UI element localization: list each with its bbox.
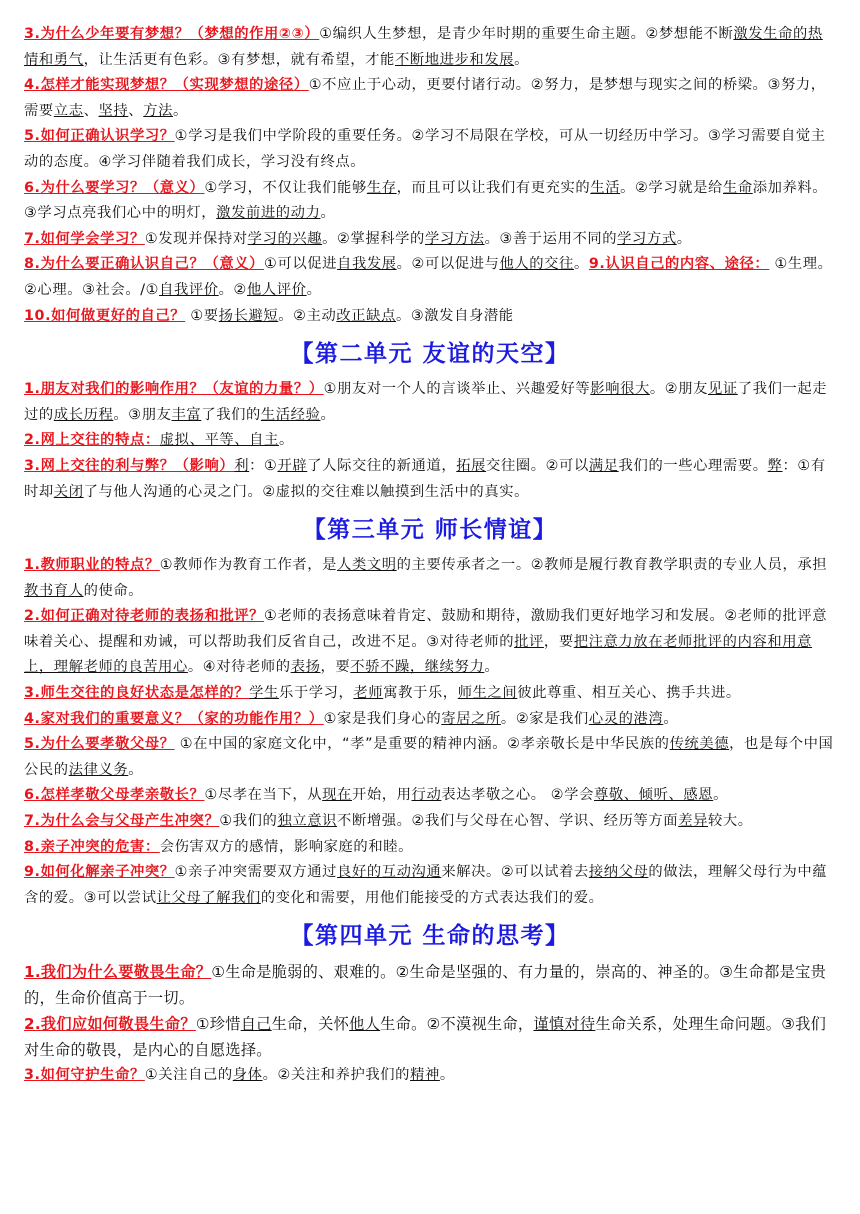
question-text: 6.怎样孝敬父母孝亲敬长？	[24, 787, 205, 804]
key-point: 学生	[249, 685, 279, 702]
question-text: 1.教师职业的特点？	[24, 557, 160, 574]
answer-text: ①在中国的家庭文化中，“孝”是重要的精神内涵。②孝亲敬长是中华民族的	[174, 736, 670, 753]
unit3-item-3	[24, 681, 836, 707]
answer-text: 较大。	[708, 813, 753, 830]
question-text: 1.我们为什么要敬畏生命？	[24, 963, 212, 982]
question-text: 3.为什么少年要有梦想？（梦想的作用②③）	[24, 26, 320, 42]
answer-text: ，让生活更有色彩。③有梦想，就有希望，才能	[83, 51, 395, 68]
answer-text: ，要	[543, 633, 574, 650]
key-point: 利	[234, 457, 250, 474]
question-text: 4.家对我们的重要意义？（家的功能作用？）	[24, 710, 324, 727]
key-point: 行动	[411, 787, 442, 804]
answer-text: ①关注自己的	[144, 1067, 233, 1084]
unit1-item-7	[24, 304, 836, 330]
answer-text: 。	[663, 710, 679, 727]
unit4-item-1	[24, 959, 836, 1011]
key-point: 虚拟、平等、自主	[159, 432, 279, 449]
key-point: 生命	[722, 179, 753, 196]
key-point: 身体	[232, 1067, 263, 1084]
answer-text: 、	[128, 102, 144, 119]
answer-text: 。	[676, 230, 692, 247]
unit3-item-4	[24, 707, 836, 733]
answer-text: 了与他人沟通的心灵之门。②虚拟的交往难以触摸到生活中的真实。	[83, 483, 530, 500]
key-point: 自我发展	[337, 256, 397, 273]
answer-text: 。	[573, 256, 589, 273]
key-point: 让父母了解我们	[156, 889, 261, 906]
answer-text: 。③善于运用不同的	[484, 230, 618, 247]
unit2-item-3	[24, 454, 836, 505]
answer-text: 了我们一起走过的	[24, 381, 828, 423]
key-point: 把注意力放在老师批评的内容和用意上，理解老师的良苦用心	[24, 633, 813, 676]
key-point: 成长历程	[53, 406, 114, 423]
question-text: 9.如何化解亲子冲突？	[24, 864, 175, 881]
answer-text: 的使命。	[83, 582, 144, 599]
answer-text: 的主要传承者之一。②教师是履行教育教学职责的专业人员，承担	[396, 557, 828, 574]
unit1-section	[24, 22, 836, 329]
key-point: 激发前进的动力	[216, 205, 321, 222]
answer-text: ①可以促进	[264, 256, 338, 273]
key-point: 不断地进步和发展	[394, 51, 515, 68]
answer-text: ①要	[185, 307, 219, 324]
unit1-item-3	[24, 124, 836, 175]
key-point: 坚持	[98, 102, 129, 119]
unit3-item-9	[24, 860, 836, 911]
answer-text: 交往圈。②可以	[486, 457, 589, 474]
unit3-item-7	[24, 809, 836, 835]
answer-text: 开始，用	[351, 787, 412, 804]
answer-text: 的变化和需要，用他们能接受的方式表达我们的爱。	[260, 889, 604, 906]
answer-text: 。	[439, 1067, 455, 1084]
key-point: 学习方式	[617, 230, 677, 247]
answer-text: ：①有时却	[24, 457, 826, 500]
question-text: 8.亲子冲突的危害：	[24, 838, 160, 855]
answer-text: ①家是我们身心的	[323, 710, 442, 727]
answer-text: 。④对待老师的	[187, 659, 291, 676]
answer-text: 。②家是我们	[500, 710, 589, 727]
key-point: 良好的互动沟通	[337, 864, 442, 881]
key-point: 学习方法	[424, 230, 485, 247]
key-point: 寄居之所	[441, 710, 501, 727]
answer-text: ①珍惜	[195, 1015, 241, 1034]
question-text: 6.为什么要学习？（意义）	[24, 179, 205, 196]
answer-text: 乐于学习，	[278, 685, 354, 702]
key-point: 差异	[678, 813, 708, 830]
answer-text: 。②关注和养护我们的	[262, 1067, 411, 1084]
answer-text: ①朋友对一个人的言谈举止、兴趣爱好等	[323, 381, 591, 398]
unit4-item-3	[24, 1063, 836, 1089]
key-point: 立志	[53, 102, 84, 119]
answer-text: 生命。②不漠视生命，	[380, 1015, 534, 1034]
question-text: 3.网上交往的利与弊？（影响）	[24, 457, 235, 474]
key-point: 见证	[708, 381, 738, 398]
key-point: 接纳父母	[588, 864, 649, 881]
answer-text: ，要	[320, 659, 351, 676]
answer-text: ①老师的表扬意味着肯定、鼓励和期待，激励我们更好地学习和发展。②老师的批评意味着关心、提醒和劝诫，可以帮助我们反省自己，改进不足。③对待老师的	[24, 608, 828, 650]
key-point: 批评	[514, 633, 544, 650]
key-point: 老师	[353, 685, 384, 702]
key-point: 他人	[349, 1015, 381, 1034]
answer-text: ①亲子冲突需要双方通过	[174, 864, 338, 881]
answer-text: 、	[83, 102, 99, 119]
answer-text: 。	[514, 51, 530, 68]
answer-text: 。②学习就是给	[620, 179, 723, 196]
answer-text: 。	[320, 406, 336, 423]
answer-text: ①学习是我们中学阶段的重要任务。②学习不局限在学校，可从一切经历中学习。③学习需要自觉主动的态度。④学习伴随着我们成长，学习没有终点。	[24, 128, 826, 170]
key-point: 他人的交往	[499, 256, 574, 273]
answer-text: 了人际交往的新通道，	[307, 457, 457, 474]
answer-text: 寓教于乐，	[383, 685, 458, 702]
answer-text: 。	[278, 432, 294, 449]
answer-text: 会伤害双方的感情，影响家庭的和睦。	[159, 838, 414, 855]
key-point: 现在	[322, 787, 352, 804]
answer-text: ①尽孝在当下，从	[204, 787, 323, 804]
unit1-item-4	[24, 176, 836, 227]
key-point: 关闭	[53, 483, 84, 500]
key-point: 表扬	[290, 659, 321, 676]
key-point: 改正缺点	[336, 307, 396, 324]
key-point: 心灵的港湾	[588, 710, 664, 727]
answer-text: 了我们的	[201, 406, 261, 423]
key-point: 方法	[143, 102, 173, 119]
question-text: 1.朋友对我们的影响作用？（友谊的力量？）	[24, 381, 324, 398]
unit2-item-1	[24, 377, 836, 428]
key-point: 法律义务	[68, 761, 129, 778]
key-point: 满足	[588, 457, 619, 474]
unit2-section	[24, 377, 836, 505]
unit3-item-8	[24, 835, 836, 861]
key-point: 自我评价	[159, 281, 219, 298]
key-point: 影响很大	[590, 381, 650, 398]
answer-text: 生命关系，处理生命问题。③我们对生命的敬畏，是内心的自愿选择。	[24, 1015, 827, 1060]
unit3-heading: 【第三单元 师长情谊】	[302, 517, 558, 544]
answer-text: 。	[713, 787, 729, 804]
answer-text: 。②朋友	[649, 381, 708, 398]
answer-text: ①编织人生梦想，是青少年时期的重要生命主题。②梦想能不断	[319, 26, 734, 42]
key-point: 丰富	[171, 406, 202, 423]
answer-text: ①生理。②心理。③社会。/①	[24, 256, 833, 298]
question-text: 5.如何正确认识学习？	[24, 128, 175, 145]
answer-text: 。②可以促进与	[396, 256, 500, 273]
key-point: 拓展	[456, 457, 487, 474]
answer-text: 。	[173, 102, 188, 119]
answer-text: ①我们的	[219, 813, 278, 830]
unit3-item-5	[24, 732, 836, 783]
key-point: 师生之间	[457, 685, 518, 702]
answer-text: 的做法，理解父母行为中蕴含的爱。③可以尝试	[24, 864, 828, 906]
unit3-section	[24, 553, 836, 911]
unit3-item-2	[24, 604, 836, 681]
answer-text: ，而且可以让我们有更充实的	[396, 179, 591, 196]
unit2-item-2	[24, 428, 836, 454]
key-point: 扬长避短	[218, 307, 279, 324]
unit3-item-6	[24, 783, 836, 809]
unit1-item-1	[24, 22, 836, 73]
answer-text: ①发现并保持对	[144, 230, 248, 247]
question-text: 7.如何学会学习？	[24, 230, 145, 247]
question-text: 2.网上交往的特点：	[24, 432, 160, 449]
answer-text: ①学习，不仅让我们能够	[204, 179, 367, 196]
answer-text: 。	[306, 281, 322, 298]
answer-text: 不断增强。②我们与父母在心智、学识、经历等方面	[337, 813, 679, 830]
question-text: 4.怎样才能实现梦想？（实现梦想的途径）	[24, 77, 309, 94]
answer-text: 。③激发自身潜能	[395, 307, 514, 324]
unit4-section	[24, 959, 836, 1089]
answer-text: 。	[128, 761, 144, 778]
key-point: 学习的兴趣	[247, 230, 323, 247]
key-point: 生活经验	[260, 406, 321, 423]
answer-text: ①生命是脆弱的、艰难的。②生命是坚强的、有力量的，崇高的、神圣的。③生命都是宝贵的，生命价值高于一切。	[24, 963, 827, 1008]
unit3-item-1	[24, 553, 836, 604]
unit4-heading: 【第四单元 生命的思考】	[290, 923, 570, 950]
key-point: 传统美德	[669, 736, 730, 753]
answer-text: 。②掌握科学的	[322, 230, 425, 247]
question-text: 9.认识自己的内容、途径：	[588, 256, 770, 273]
answer-text: ：①	[249, 457, 278, 474]
key-point: 谨慎对待	[533, 1015, 596, 1034]
question-text: 2.我们应如何敬畏生命？	[24, 1015, 196, 1034]
question-text: 3.如何守护生命？	[24, 1067, 145, 1084]
question-text: 5.为什么要孝敬父母？	[24, 736, 175, 753]
unit4-item-2	[24, 1011, 836, 1063]
key-point: 独立意识	[277, 813, 338, 830]
answer-text: 生命，关怀	[271, 1015, 350, 1034]
answer-text: ①教师作为教育工作者，是	[159, 557, 338, 574]
answer-text: 我们的一些心理需要。	[618, 457, 768, 474]
key-point: 教书育人	[24, 582, 84, 599]
key-point: 生活	[590, 179, 621, 196]
question-text: 2.如何正确对待老师的表扬和批评？	[24, 608, 265, 625]
question-text: 10.如何做更好的自己？	[24, 307, 186, 324]
key-point: 生存	[366, 179, 397, 196]
key-point: 自己	[240, 1015, 272, 1034]
key-point: 开辟	[277, 457, 308, 474]
answer-text: 。	[484, 659, 500, 676]
answer-text: 添加养料。③学习点亮我们心中的明灯，	[24, 179, 828, 222]
question-text: 8.为什么要正确认识自己？（意义）	[24, 256, 265, 273]
answer-text: 。③朋友	[113, 406, 172, 423]
answer-text: 。②主动	[278, 307, 337, 324]
key-point: 尊敬、倾听、感恩	[593, 787, 714, 804]
question-text: 7.为什么会与父母产生冲突？	[24, 813, 220, 830]
key-point: 人类文明	[337, 557, 397, 574]
unit2-heading: 【第二单元 友谊的天空】	[290, 341, 570, 368]
question-text: 3.师生交往的良好状态是怎样的？	[24, 685, 250, 702]
key-point: 他人评价	[246, 281, 307, 298]
answer-text: 彼此尊重、相互关心、携手共进。	[517, 685, 741, 702]
answer-text: ①不应止于心动，更要付诸行动。②努力，是梦想与现实之间的桥梁。③努力，需要	[24, 77, 826, 119]
key-point: 不骄不躁，继续努力	[350, 659, 485, 676]
unit1-item-6	[24, 252, 836, 303]
answer-text: 来解决。②可以试着去	[441, 864, 589, 881]
answer-text: 。	[320, 205, 336, 222]
unit1-item-2	[24, 73, 836, 124]
answer-text: ，也是每个中国公民的	[24, 736, 834, 778]
answer-text: 表达孝敬之心。 ②学会	[441, 787, 594, 804]
key-point: 精神	[410, 1067, 440, 1084]
unit1-item-5	[24, 227, 836, 253]
key-point: 弊	[767, 457, 783, 474]
answer-text: 。②	[218, 281, 247, 298]
key-point: 激发生命的热情和勇气	[24, 26, 823, 68]
